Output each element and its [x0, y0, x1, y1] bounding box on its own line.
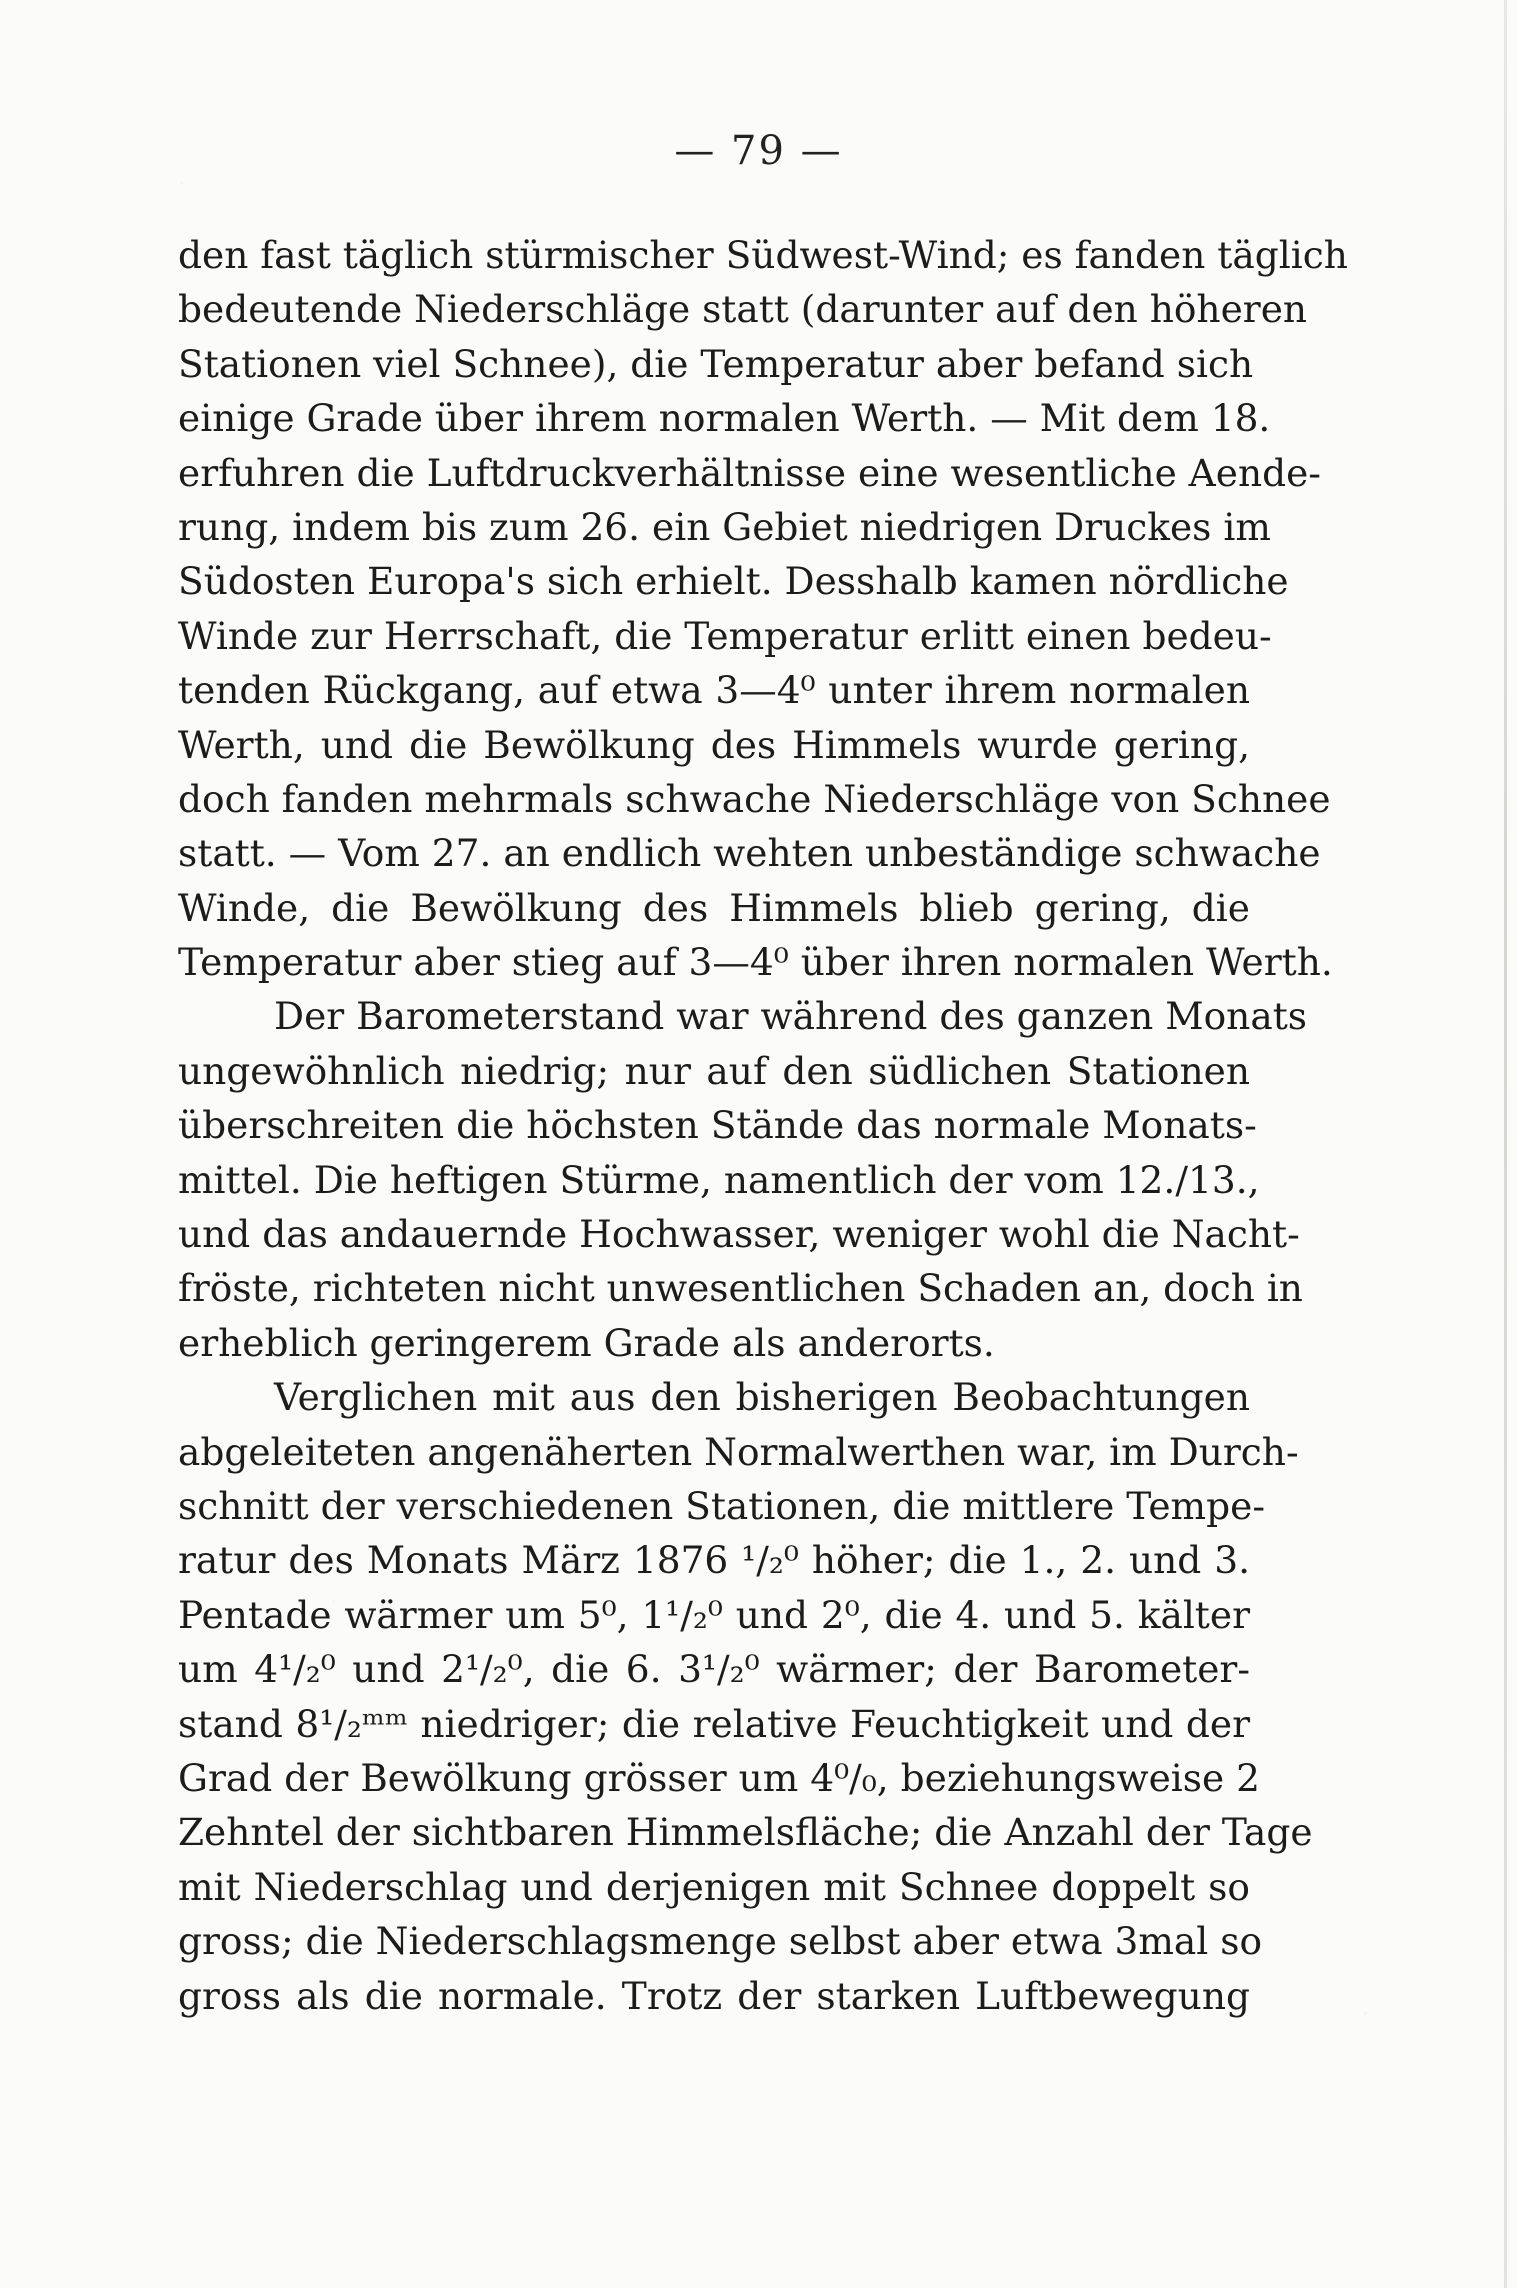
text-line: erfuhren die Luftdruckverhältnisse eine wesentliche Aende- [178, 450, 1321, 495]
text-line: ratur des Monats März 1876 ¹/₂⁰ höher; die 1., 2. und 3. [178, 1538, 1250, 1583]
paragraph-start-line: Der Barometerstand war während des ganzen Monats [274, 994, 1308, 1039]
page-number: — 79 — [674, 128, 843, 174]
text-line: fröste, richteten nicht unwesentlichen Schaden an, doch in [178, 1266, 1303, 1311]
text-line: mit Niederschlag und derjenigen mit Schnee doppelt so [178, 1864, 1250, 1909]
text-line: abgeleiteten angenäherten Normalwerthen war, im Durch- [178, 1429, 1299, 1474]
text-line: mittel. Die heftigen Stürme, namentlich der vom 12./13., [178, 1157, 1260, 1202]
text-line: bedeutende Niederschläge statt (darunter auf den höheren [178, 287, 1308, 332]
text-line: um 4¹/₂⁰ und 2¹/₂⁰, die 6. 3¹/₂⁰ wärmer; der Barometer- [178, 1647, 1250, 1692]
text-line: einige Grade über ihrem normalen Werth. — Mit dem 18. [178, 396, 1271, 441]
text-line: Grad der Bewölkung grösser um 4⁰/₀, beziehungsweise 2 [178, 1755, 1260, 1800]
text-line: überschreiten die höchsten Stände das normale Monats- [178, 1103, 1257, 1148]
text-line: ungewöhnlich niedrig; nur auf den südlichen Stationen [178, 1048, 1250, 1093]
body-text [178, 228, 1348, 2023]
text-line: Werth, und die Bewölkung des Himmels wurde gering, [178, 722, 1250, 767]
page-edge [1504, 0, 1507, 2288]
text-line: Temperatur aber stieg auf 3—4⁰ über ihren normalen Werth. [178, 940, 1333, 985]
text-line: rung, indem bis zum 26. ein Gebiet niedrigen Druckes im [178, 504, 1271, 549]
text-line: den fast täglich stürmischer Südwest-Wind; es fanden täglich [178, 233, 1348, 277]
text-line: Winde, die Bewölkung des Himmels blieb gering, die [178, 885, 1250, 930]
text-line: tenden Rückgang, auf etwa 3—4⁰ unter ihrem normalen [178, 668, 1250, 713]
text-line: statt. — Vom 27. an endlich wehten unbeständige schwache [178, 831, 1321, 876]
text-line: Stationen viel Schnee), die Temperatur aber befand sich [178, 341, 1254, 386]
text-line: stand 8¹/₂ᵐᵐ niedriger; die relative Feuchtigkeit und der [178, 1701, 1250, 1746]
text-line: gross; die Niederschlagsmenge selbst aber etwa 3mal so [178, 1919, 1263, 1964]
text-line: und das andauernde Hochwasser, weniger wohl die Nacht- [178, 1212, 1300, 1257]
text-line: Winde zur Herrschaft, die Temperatur erlitt einen bedeu- [178, 613, 1272, 658]
text-line: doch fanden mehrmals schwache Niederschläge von Schnee [178, 776, 1331, 821]
paragraph-start-line: Verglichen mit aus den bisherigen Beobachtungen [274, 1375, 1250, 1420]
text-line: Pentade wärmer um 5⁰, 1¹/₂⁰ und 2⁰, die 4. und 5. kälter [178, 1592, 1250, 1637]
text-line: gross als die normale. Trotz der starken Luftbewegung [178, 1973, 1250, 2018]
text-line: erheblich geringerem Grade als anderorts. [178, 1320, 995, 1365]
text-line: Südosten Europa's sich erhielt. Desshalb kamen nördliche [178, 559, 1289, 604]
text-line: schnitt der verschiedenen Stationen, die mittlere Tempe- [178, 1483, 1265, 1528]
text-line: Zehntel der sichtbaren Himmelsfläche; die Anzahl der Tage [178, 1810, 1313, 1855]
